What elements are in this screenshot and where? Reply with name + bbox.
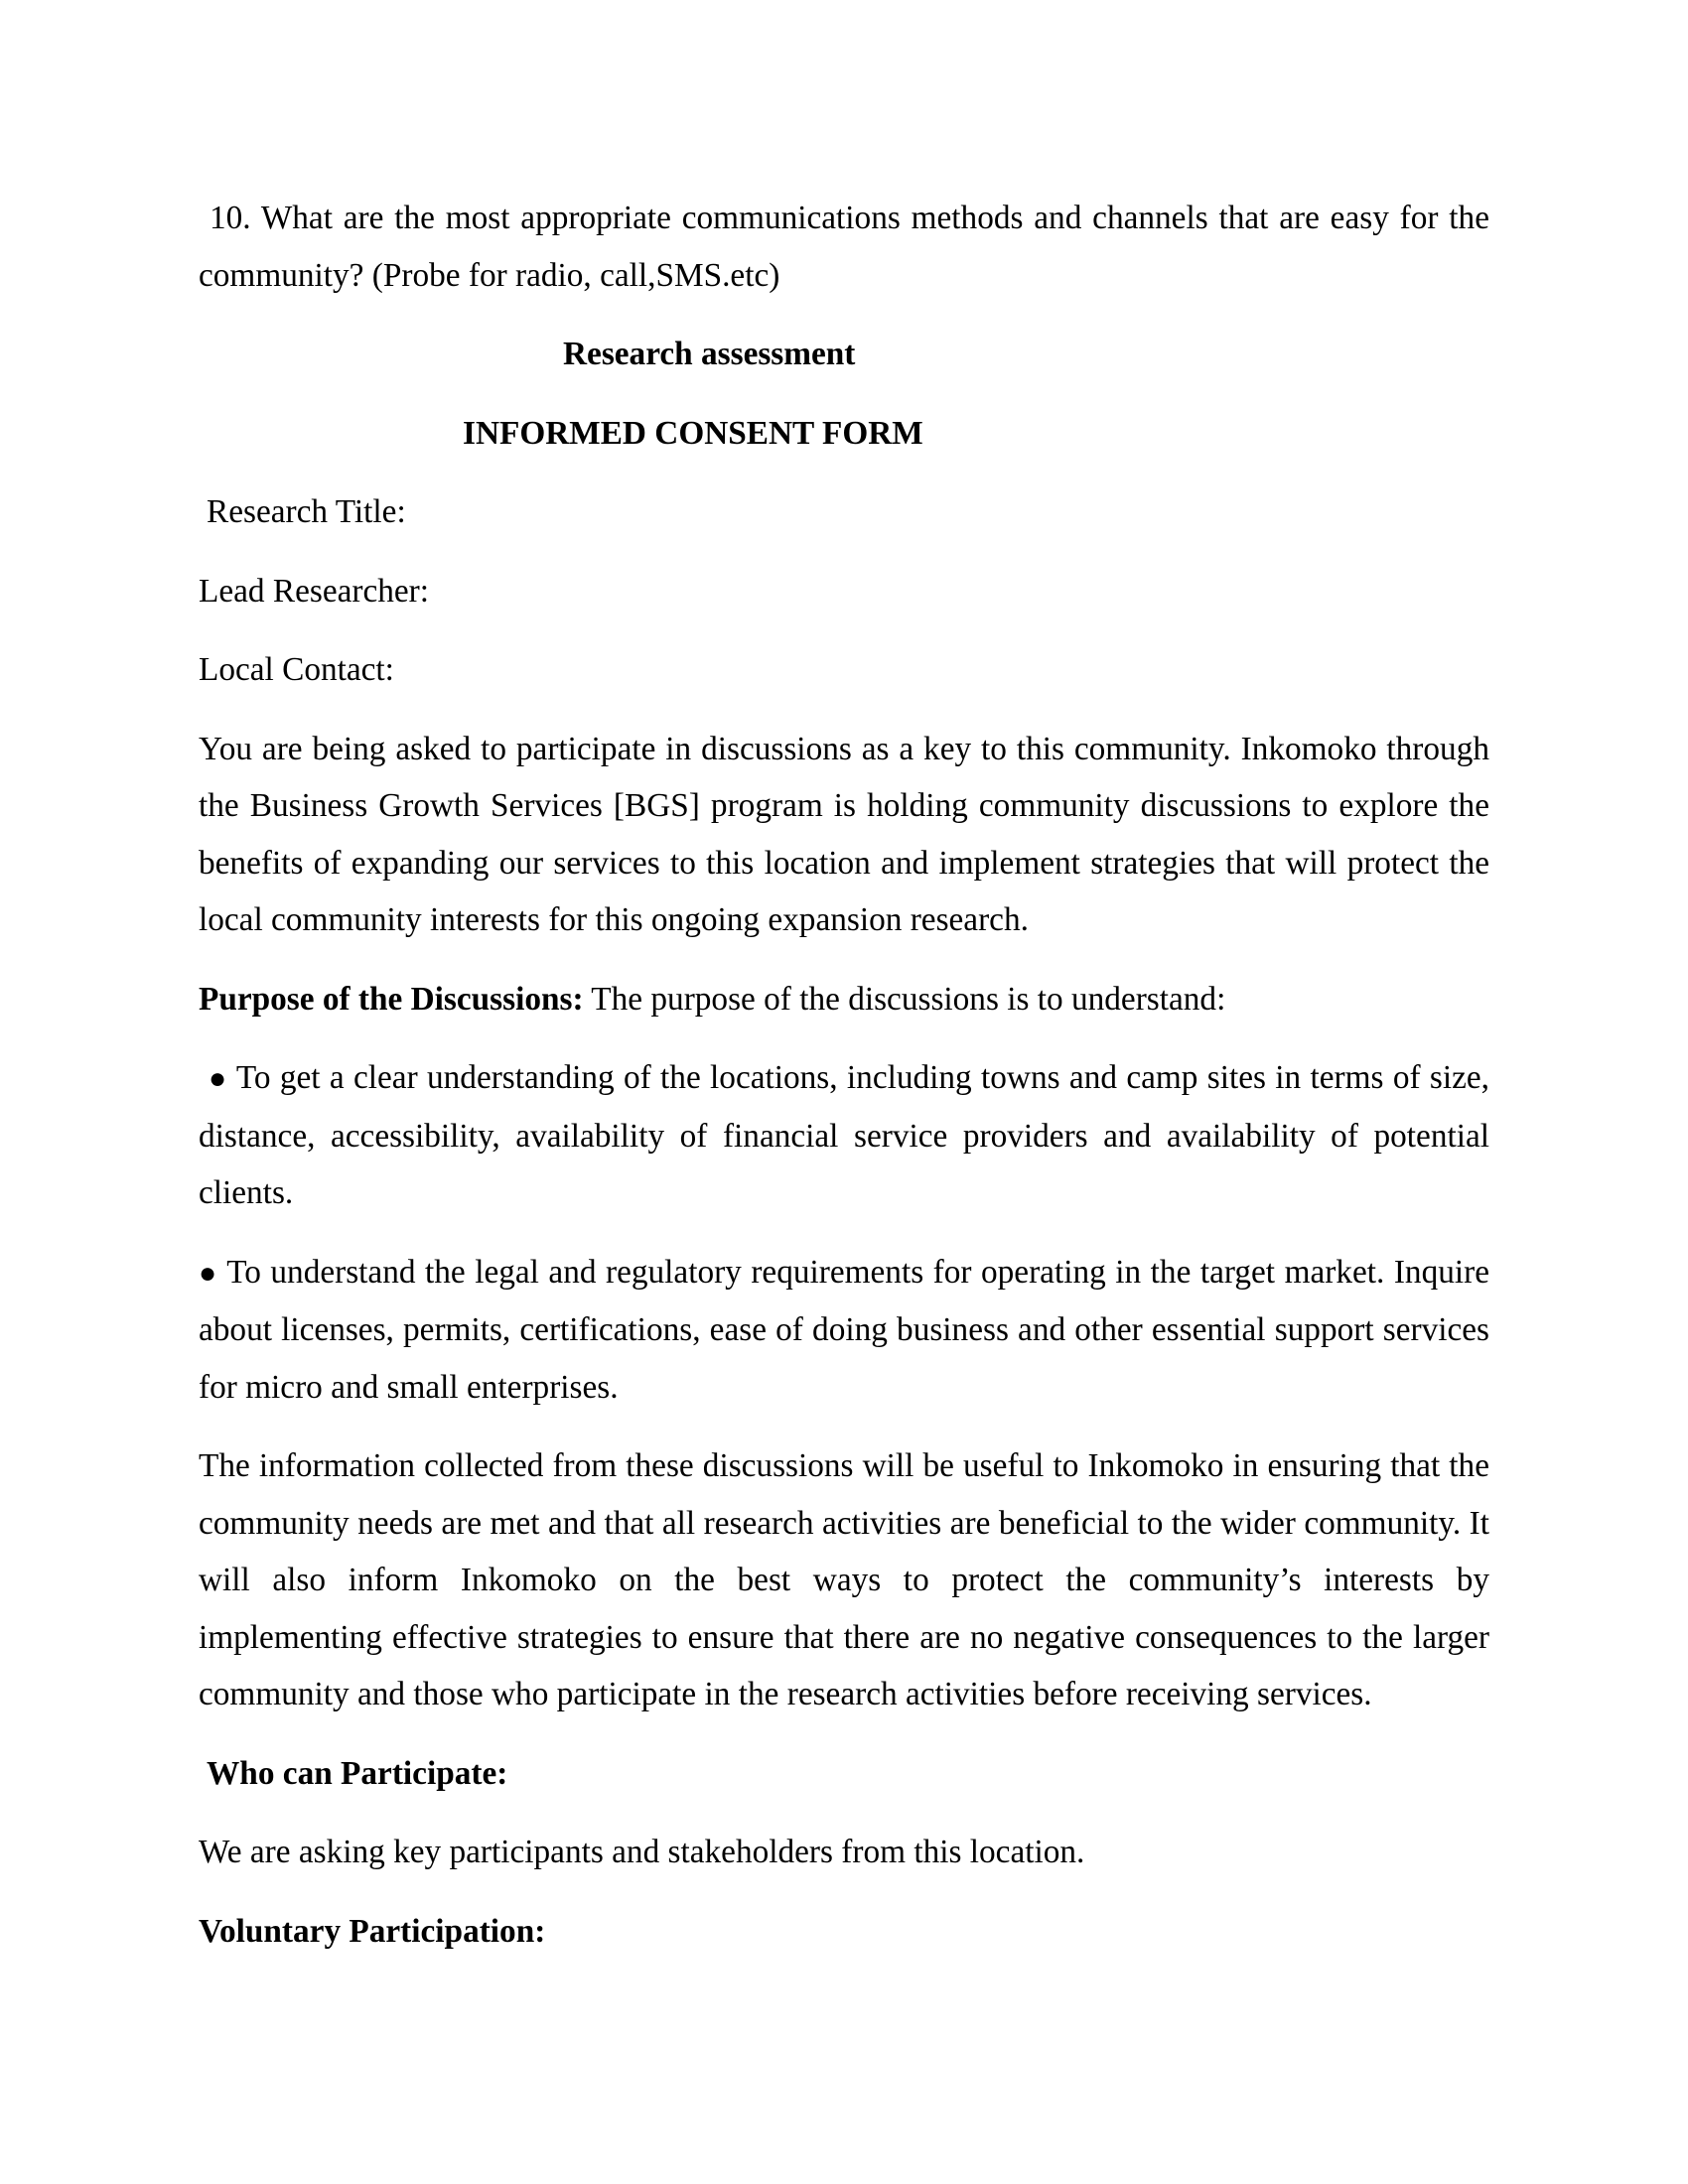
bullet-item bbox=[199, 1049, 1489, 1222]
purpose-paragraph bbox=[199, 971, 1489, 1028]
voluntary-participation-heading: Voluntary Participation: bbox=[199, 1912, 546, 1950]
field-local-contact: Local Contact: bbox=[199, 651, 394, 688]
bullet-icon: ● bbox=[209, 1062, 228, 1095]
form-title: INFORMED CONSENT FORM bbox=[463, 414, 923, 452]
field-lead-researcher: Lead Researcher: bbox=[199, 572, 430, 610]
question-10: 10. What are the most appropriate communications methods and channels that are easy for the community? (Probe for radio, call,SMS.etc) bbox=[199, 200, 1489, 294]
intro-paragraph: You are being asked to participate in discussions as a key to this community. Inkomoko through the Business Growth Services [BGS] program is holding community discussions to explore the benefits of expanding our services to this location and implement strategies that will protect the local community interests for this ongoing expansion research. bbox=[199, 730, 1489, 938]
document-page bbox=[199, 190, 1489, 1981]
field-research-title: Research Title: bbox=[207, 493, 406, 530]
info-paragraph: The information collected from these discussions will be useful to Inkomoko in ensuring that the community needs are met and that all research activities are beneficial to the wider community. It will also inform Inkomoko on the best ways to protect the community’s interests by implementing effective strategies to ensure that there are no negative consequences to the larger community and those who participate in the research activities before receiving services. bbox=[199, 1447, 1489, 1712]
bullet-icon: ● bbox=[199, 1256, 218, 1290]
purpose-heading: Purpose of the Discussions: bbox=[199, 980, 584, 1018]
purpose-text: The purpose of the discussions is to understand: bbox=[583, 980, 1226, 1018]
who-can-participate-text: We are asking key participants and stakeholders from this location. bbox=[199, 1834, 1085, 1870]
bullet-text: To get a clear understanding of the locations, including towns and camp sites in terms of size, distance, accessibility, availability of financial service providers and availability of potential clients. bbox=[199, 1059, 1489, 1211]
bullet-text: To understand the legal and regulatory requirements for operating in the target market. Inquire about licenses, permits, certifications, ease of doing business and other essential support services for micro and small enterprises. bbox=[199, 1253, 1489, 1406]
who-can-participate-heading: Who can Participate: bbox=[207, 1754, 508, 1792]
subtitle-research-assessment: Research assessment bbox=[563, 336, 856, 372]
bullet-item bbox=[199, 1244, 1489, 1417]
